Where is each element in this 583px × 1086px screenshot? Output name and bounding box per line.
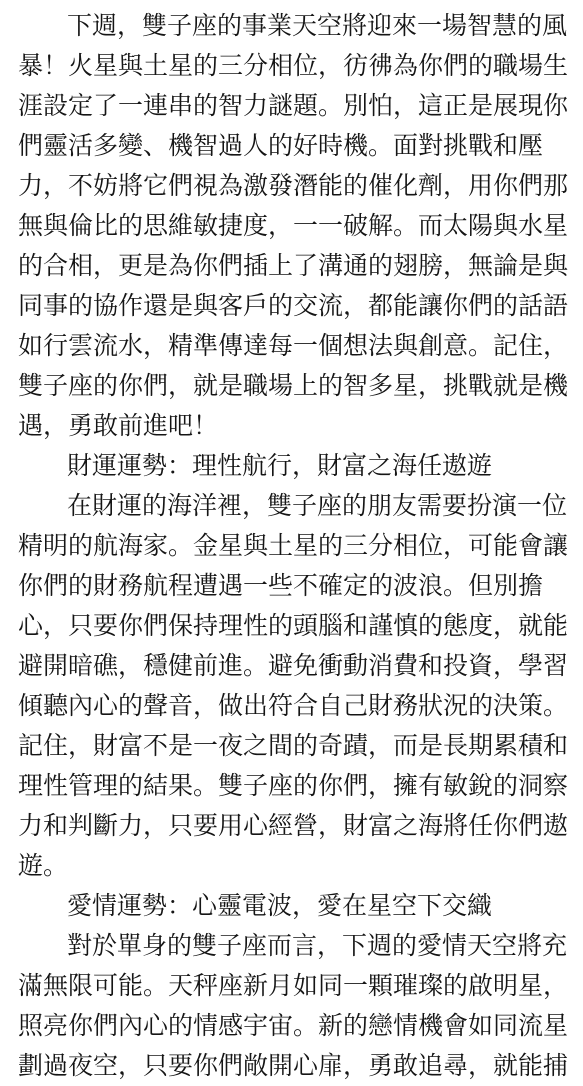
section-heading-love: 愛情運勢：心靈電波，愛在星空下交織 <box>67 891 493 920</box>
paragraph-line: 們靈活多變、機智過人的好時機。面對挑戰和壓 <box>18 131 544 160</box>
paragraph-line: 如行雲流水，精準傳達每一個想法與創意。記住， <box>18 331 569 360</box>
paragraph-line: 的合相，更是為你們插上了溝通的翅膀，無論是與 <box>18 251 569 280</box>
paragraph-line: 暴！火星與土星的三分相位，彷彿為你們的職場生 <box>18 51 569 80</box>
section-heading-wealth: 財運運勢：理性航行，財富之海任遨遊 <box>67 451 493 480</box>
paragraph-line: 遊。 <box>18 851 69 880</box>
paragraph-line: 你們的財務航程遭遇一些不確定的波浪。但別擔 <box>18 571 544 600</box>
paragraph-line: 在財運的海洋裡，雙子座的朋友需要扮演一位 <box>67 491 568 520</box>
paragraph-line: 理性管理的結果。雙子座的你們，擁有敏銳的洞察 <box>18 771 569 800</box>
paragraph-line: 雙子座的你們，就是職場上的智多星，挑戰就是機 <box>18 371 569 400</box>
paragraph-line: 對於單身的雙子座而言，下週的愛情天空將充 <box>67 931 568 960</box>
paragraph-line: 力和判斷力，只要用心經營，財富之海將任你們遨 <box>18 811 569 840</box>
paragraph-line: 劃過夜空，只要你們敞開心扉，勇敢追尋，就能捕 <box>18 1051 569 1080</box>
paragraph-line: 滿無限可能。天秤座新月如同一顆璀璨的啟明星， <box>18 971 569 1000</box>
paragraph-line: 遇，勇敢前進吧！ <box>18 411 219 440</box>
paragraph-line: 避開暗礁，穩健前進。避免衝動消費和投資，學習 <box>18 651 569 680</box>
paragraph-line: 涯設定了一連串的智力謎題。別怕，這正是展現你 <box>18 91 569 120</box>
paragraph-line: 同事的協作還是與客戶的交流，都能讓你們的話語 <box>18 291 569 320</box>
paragraph-line: 照亮你們內心的情感宇宙。新的戀情機會如同流星 <box>18 1011 569 1040</box>
paragraph-line: 下週，雙子座的事業天空將迎來一場智慧的風 <box>67 11 568 40</box>
paragraph-line: 無與倫比的思維敏捷度，一一破解。而太陽與水星 <box>18 211 569 240</box>
paragraph-line: 傾聽內心的聲音，做出符合自己財務狀況的決策。 <box>18 691 569 720</box>
paragraph-line: 力，不妨將它們視為激發潛能的催化劑，用你們那 <box>18 171 569 200</box>
paragraph-line: 心，只要你們保持理性的頭腦和謹慎的態度，就能 <box>18 611 569 640</box>
paragraph-line: 精明的航海家。金星與土星的三分相位，可能會讓 <box>18 531 569 560</box>
paragraph-line: 記住，財富不是一夜之間的奇蹟，而是長期累積和 <box>18 731 569 760</box>
